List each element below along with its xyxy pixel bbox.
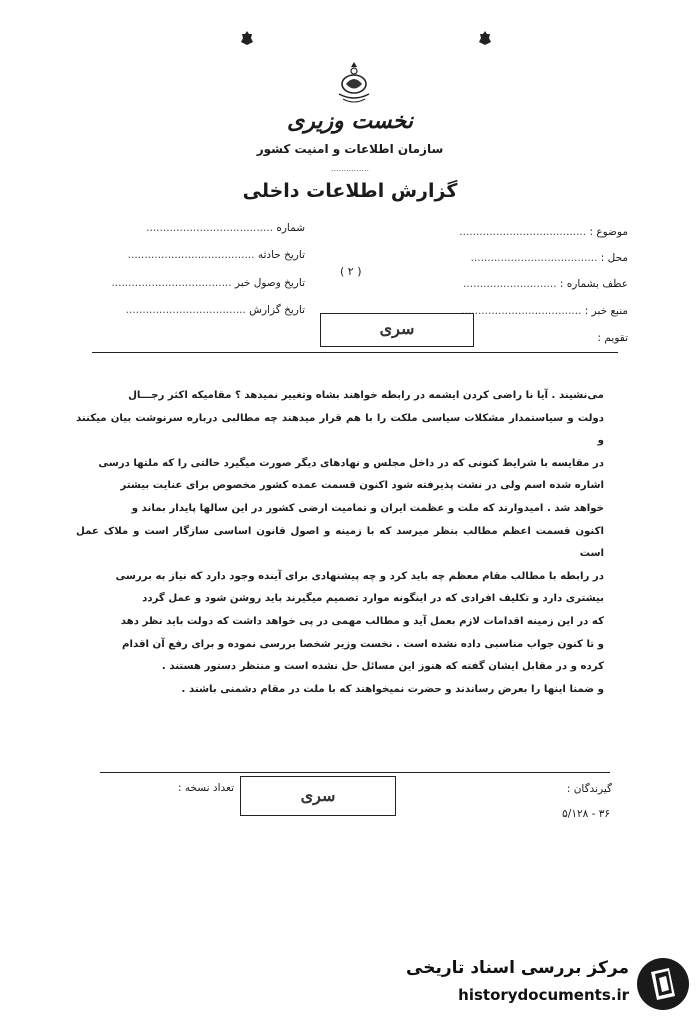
body-line: در رابطه با مطالب مقام معظم چه باید کرد و چه پیشنهادی برای آینده وجود دارد که نیاز به بررسی <box>115 570 604 582</box>
corner-mark-icon <box>478 30 492 46</box>
body-line: کرده و در مقابل ایشان گفته که هنوز این مسائل حل نشده است و منتظر دستور هستند . <box>161 661 604 673</box>
field-number: شماره ...................................... <box>146 222 305 234</box>
corner-mark-icon <box>240 30 254 46</box>
field-incident-date: تاریخ حادثه ...................................... <box>127 249 305 261</box>
body-line: خواهد شد . امیدوارند که ملت و عظمت ایران و تمامیت ارضی کشور در این سالها پایدار بماند و <box>131 502 604 514</box>
body-line: بیشتری دارد و تکلیف افرادی که در اینگونه موارد تصمیم میگیرند باید روشن شود و عمل گردد <box>142 593 604 605</box>
classification-stamp-bottom: سری <box>240 776 396 816</box>
archive-logo-icon <box>635 956 691 1012</box>
field-received-date: تاریخ وصول خبر .................................... <box>111 277 305 289</box>
body-line: که در این زمینه اقدامات لازم بعمل آید و مطالب مهمی در پی خواهد داشت که دولت باید نظر دهد <box>120 615 604 627</box>
reference-number: ۳۶ - ۵/۱۲۸ <box>562 808 610 820</box>
archive-watermark <box>405 952 695 1020</box>
header-divider <box>92 352 618 353</box>
page-number: ( ۲ ) <box>340 265 362 278</box>
report-body <box>76 385 604 701</box>
field-location: محل : ...................................... <box>470 252 628 264</box>
classification-stamp: سری <box>320 313 474 347</box>
archive-name: مرکز بررسی اسناد تاریخی <box>406 958 629 978</box>
recipients-label: گیرندگان : <box>566 783 612 795</box>
body-line: و تا کنون جواب مناسبی داده نشده است . نخست وزیر شخصا بررسی نموده و برای رفع آن اقدام <box>122 638 604 650</box>
body-line: اشاره شده اسم ولی در نشت پذیرفته شود اکنون قسمت عمده کشور مخصوص برای عنایت بیشتر <box>120 480 604 492</box>
body-line: می‌نشیند . آیا نا راضی کردن ایشمه در رابطه خواهند بشاه وتغییر نمیدهد ؟ مقامیکه اکثر رجـــال <box>128 390 604 401</box>
body-line: و ضمنا اینها را بعرض رساندند و حضرت نمیخواهند که با ملت در مقام دشمنی باشند . <box>181 683 604 695</box>
body-line: دولت و سیاستمدار مشکلات سیاسی ملکت را با هم قرار میدهند چه مطالبی درباره سرنوشت بیان میکنند و <box>76 412 604 447</box>
field-subject: موضوع : ...................................... <box>459 226 628 238</box>
field-assessment: تقویم : <box>597 332 628 344</box>
field-report-date: تاریخ گزارش .................................... <box>125 304 305 316</box>
org-name: نخست وزیری <box>287 108 413 134</box>
copies-label: تعداد نسخه : <box>178 782 235 794</box>
archive-url: historydocuments.ir <box>458 986 629 1004</box>
field-source: منبع خبر : .................................... <box>461 305 628 317</box>
state-emblem-icon <box>333 60 375 108</box>
body-line: اکنون قسمت اعظم مطالب بنظر میرسد که با زمینه و اصول قانون اساسی سازگار است و ملاک عمل است <box>76 525 604 560</box>
field-reference: عطف بشماره : ............................ <box>463 278 628 290</box>
body-line: در مقایسه با شرایط کنونی که در داخل مجلس و نهادهای دیگر صورت میگیرد حالتی را که ملتها درسی <box>98 457 604 469</box>
footer-divider <box>100 772 610 773</box>
report-title: گزارش اطلاعات داخلی <box>242 180 458 202</box>
department-name: سازمان اطلاعات و امنیت کشور <box>256 142 444 156</box>
sub-department: ............... <box>330 164 370 173</box>
